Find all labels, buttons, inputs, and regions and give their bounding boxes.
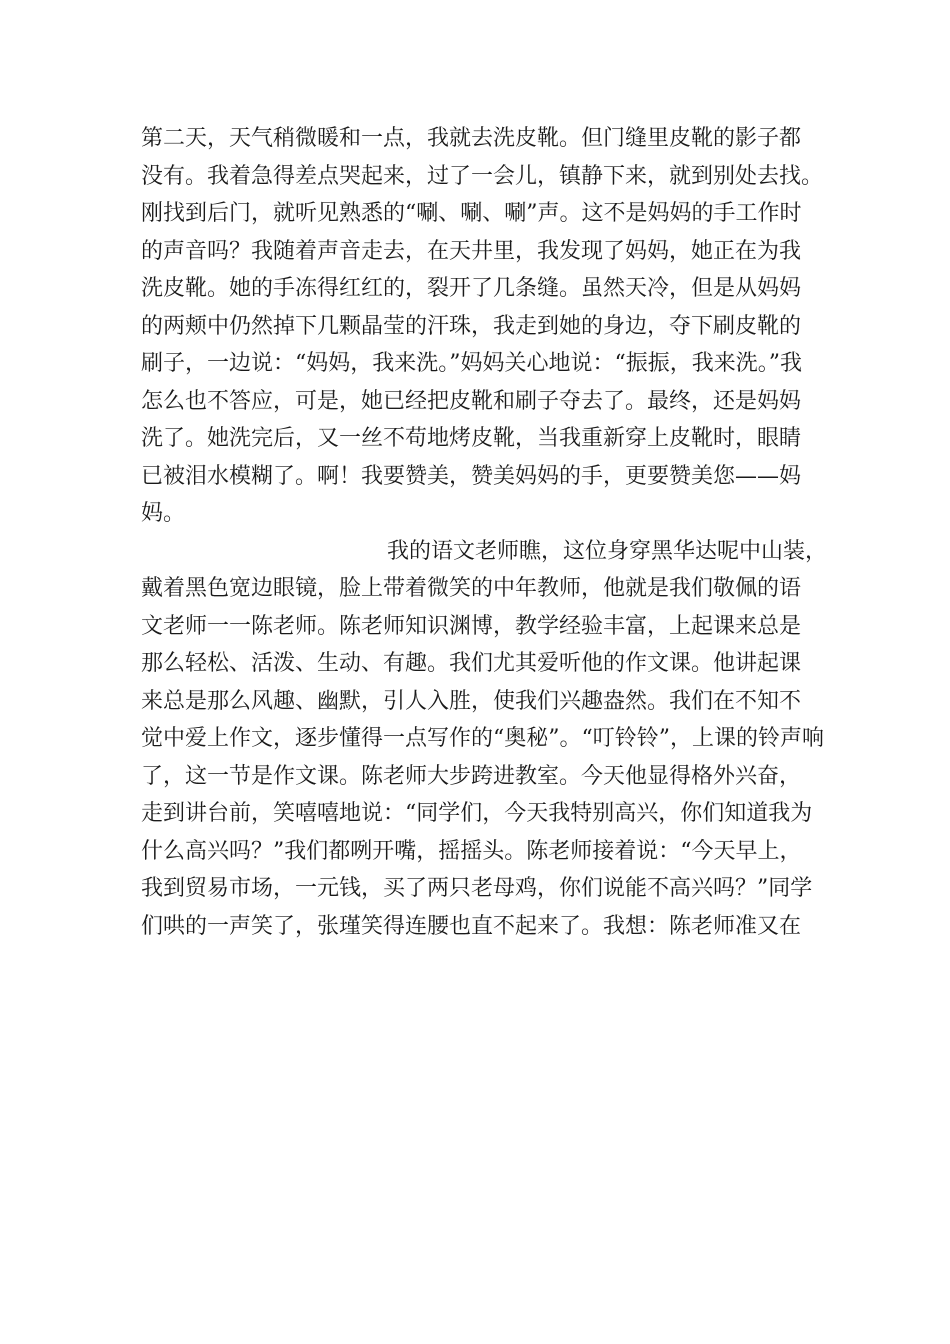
text-line: 妈。 (141, 501, 186, 526)
text-line: 我到贸易市场，一元钱，买了两只老母鸡，你们说能不高兴吗？”同学 (141, 876, 813, 901)
text-line: 没有。我着急得差点哭起来，过了一会儿，镇静下来，就到别处去找。 (141, 163, 824, 189)
text-line: 我的语文老师瞧，这位身穿黑华达呢中山装， (387, 538, 828, 564)
text-line: 走到讲台前，笑嘻嘻地说：“同学们，今天我特别高兴，你们知道我为 (141, 801, 813, 826)
text-line: 觉中爱上作文，逐步懂得一点写作的“奥秘”。“叮铃铃”，上课的铃声响 (141, 726, 824, 751)
text-line: 那么轻松、活泼、生动、有趣。我们尤其爱听他的作文课。他讲起课 (141, 651, 802, 676)
text-line: 戴着黑色宽边眼镜，脸上带着微笑的中年教师，他就是我们敬佩的语 (141, 576, 802, 601)
text-line: 的声音吗？我随着声音走去，在天井里，我发现了妈妈，她正在为我 (141, 238, 802, 264)
text-line: 们哄的一声笑了，张瑾笑得连腰也直不起来了。我想：陈老师准又在 (141, 913, 802, 939)
text-line: 刚找到后门，就听见熟悉的“唰、唰、唰”声。这不是妈妈的手工作时 (141, 201, 802, 226)
text-line: 文老师一一陈老师。陈老师知识渊博，教学经验丰富，上起课来总是 (141, 613, 802, 639)
text-line: 已被泪水模糊了。啊！我要赞美，赞美妈妈的手，更要赞美您——妈 (141, 463, 802, 489)
text-line: 来总是那么风趣、幽默，引人入胜，使我们兴趣盎然。我们在不知不 (141, 688, 802, 714)
body-text (141, 120, 841, 945)
text-line: 洗了。她洗完后，又一丝不苟地烤皮靴，当我重新穿上皮靴时，眼睛 (141, 426, 802, 451)
text-line: 的两颊中仍然掉下几颗晶莹的汗珠，我走到她的身边，夺下刷皮靴的 (141, 313, 802, 339)
text-line: 怎么也不答应，可是，她已经把皮靴和刷子夺去了。最终，还是妈妈 (141, 388, 802, 414)
text-line: 刷子，一边说：“妈妈，我来洗。”妈妈关心地说：“振振，我来洗。”我 (141, 351, 802, 376)
text-line: 什么高兴吗？”我们都咧开嘴，摇摇头。陈老师接着说：“今天早上， (141, 838, 802, 864)
text-line: 洗皮靴。她的手冻得红红的，裂开了几条缝。虽然天冷，但是从妈妈 (141, 276, 802, 301)
text-line: 了，这一节是作文课。陈老师大步跨进教室。今天他显得格外兴奋， (141, 763, 802, 789)
text-line: 第二天，天气稍微暖和一点，我就去洗皮靴。但门缝里皮靴的影子都 (141, 126, 802, 151)
